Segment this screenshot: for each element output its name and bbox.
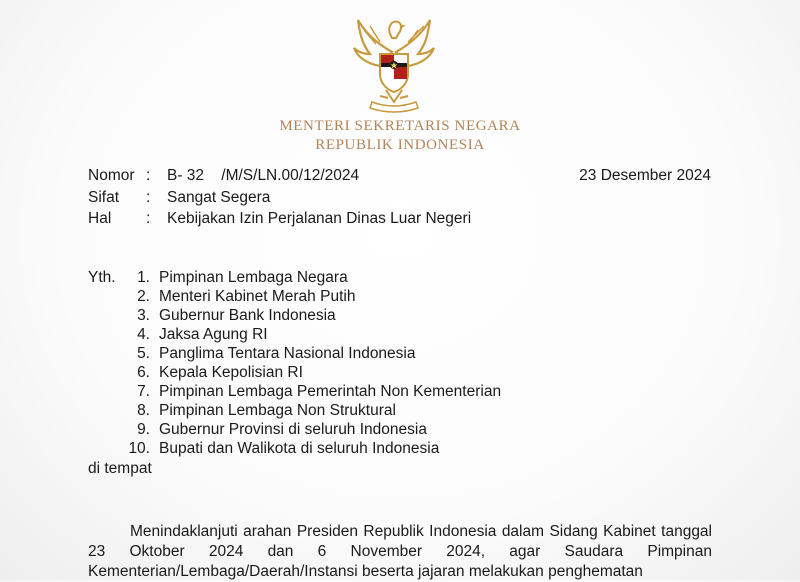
nomor-label: Nomor: [88, 167, 135, 184]
list-text: Gubernur Bank Indonesia: [159, 307, 336, 324]
letterhead-title: MENTERI SEKRETARIS NEGARA: [279, 118, 521, 134]
list-number: 5.: [137, 345, 150, 362]
letterhead-subtitle: REPUBLIK INDONESIA: [315, 137, 485, 153]
list-text: Bupati dan Walikota di seluruh Indonesia: [159, 440, 440, 457]
list-text: Gubernur Provinsi di seluruh Indonesia: [159, 421, 427, 438]
list-number: 6.: [137, 364, 150, 381]
hal-label: Hal: [88, 210, 112, 227]
list-number: 10.: [128, 440, 150, 457]
hal-value: Kebijakan Izin Perjalanan Dinas Luar Negeri: [167, 210, 472, 227]
list-text: Kepala Kepolisian RI: [159, 364, 303, 381]
colon: :: [146, 210, 151, 227]
list-text: Pimpinan Lembaga Negara: [159, 269, 348, 286]
list-number: 9.: [137, 421, 150, 438]
list-number: 3.: [137, 307, 150, 324]
sifat-label: Sifat: [88, 189, 120, 206]
list-text: Jaksa Agung RI: [159, 326, 268, 343]
recipient-location: di tempat: [88, 460, 152, 477]
list-number: 1.: [137, 269, 150, 286]
colon: :: [146, 189, 151, 206]
list-number: 8.: [137, 402, 150, 419]
recipient-prefix: Yth.: [88, 269, 116, 286]
colon: :: [146, 167, 151, 184]
body-paragraph: Menindaklanjuti arahan Presiden Republik Indonesia dalam Sidang Kabinet tanggal 23 Oktober 2024 dan 6 November 2024, agar Saudara Pimpinan Kementerian/Lembaga/Daerah/Instansi beserta jajaran melakukan penghematan: [88, 523, 712, 580]
list-text: Pimpinan Lembaga Pemerintah Non Kementerian: [159, 383, 502, 400]
letter-date: 23 Desember 2024: [579, 167, 711, 184]
garuda-emblem-icon: [348, 14, 440, 114]
list-number: 7.: [137, 383, 150, 400]
nomor-value: B- 32 /M/S/LN.00/12/2024: [167, 167, 360, 184]
list-number: 4.: [137, 326, 150, 343]
list-number: 2.: [137, 288, 150, 305]
list-text: Menteri Kabinet Merah Putih: [159, 288, 356, 305]
list-text: Panglima Tentara Nasional Indonesia: [159, 345, 416, 362]
list-text: Pimpinan Lembaga Non Struktural: [159, 402, 396, 419]
sifat-value: Sangat Segera: [167, 189, 271, 206]
